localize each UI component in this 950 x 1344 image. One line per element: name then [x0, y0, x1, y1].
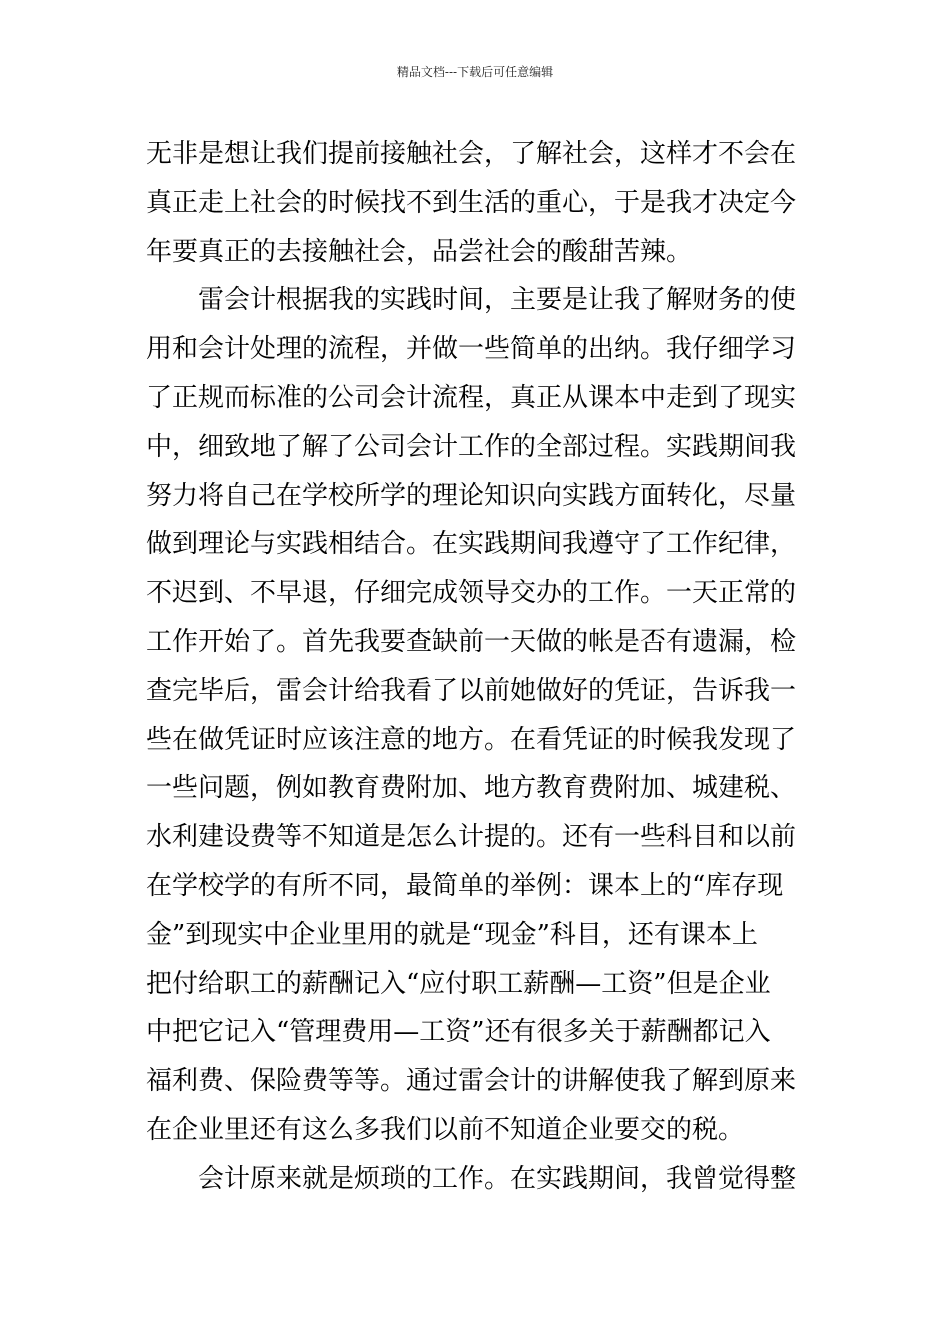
text-line: 在学校学的有所不同，最简单的举例：课本上的“库存现: [146, 870, 784, 901]
text-line: 会计原来就是烦琐的工作。在实践期间，我曾觉得整: [146, 1163, 797, 1194]
text-line: 真正走上社会的时候找不到生活的重心，于是我才决定今: [146, 187, 797, 218]
text-line: 福利费、保险费等等。通过雷会计的讲解使我了解到原来: [146, 1066, 797, 1097]
text-line: 水利建设费等不知道是怎么计提的。还有一些科目和以前: [146, 822, 797, 853]
text-line: 年要真正的去接触社会，品尝社会的酸甜苦辣。: [146, 236, 693, 267]
text-line: 用和会计处理的流程，并做一些简单的出纳。我仔细学习: [146, 334, 797, 365]
text-line: 金”到现实中企业里用的就是“现金”科目，还有课本上: [146, 919, 758, 950]
text-line: 工作开始了。首先我要查缺前一天做的帐是否有遗漏，检: [146, 626, 797, 657]
document-body: [146, 130, 816, 1204]
text-line: 无非是想让我们提前接触社会，了解社会，这样才不会在: [146, 139, 797, 169]
page-header: 精品文档---下载后可任意编辑: [396, 65, 554, 79]
text-line: 了正规而标准的公司会计流程，真正从课本中走到了现实: [146, 382, 797, 413]
text-line: 查完毕后，雷会计给我看了以前她做好的凭证，告诉我一: [146, 675, 797, 706]
text-line: 些在做凭证时应该注意的地方。在看凭证的时候我发现了: [146, 724, 797, 755]
text-line: 做到理论与实践相结合。在实践期间我遵守了工作纪律，: [146, 529, 797, 560]
text-line: 不迟到、不早退，仔细完成领导交办的工作。一天正常的: [146, 578, 797, 609]
text-line: 雷会计根据我的实践时间，主要是让我了解财务的使: [146, 285, 797, 316]
text-line: 中，细致地了解了公司会计工作的全部过程。实践期间我: [146, 431, 797, 462]
text-line: 中把它记入“管理费用—工资”还有很多关于薪酬都记入: [146, 1017, 771, 1048]
text-line: 在企业里还有这么多我们以前不知道企业要交的税。: [146, 1114, 745, 1145]
text-line: 努力将自己在学校所学的理论知识向实践方面转化，尽量: [146, 480, 797, 511]
text-line: 把付给职工的薪酬记入“应付职工薪酬—工资”但是企业: [146, 968, 771, 999]
text-line: 一些问题，例如教育费附加、地方教育费附加、城建税、: [146, 773, 797, 804]
